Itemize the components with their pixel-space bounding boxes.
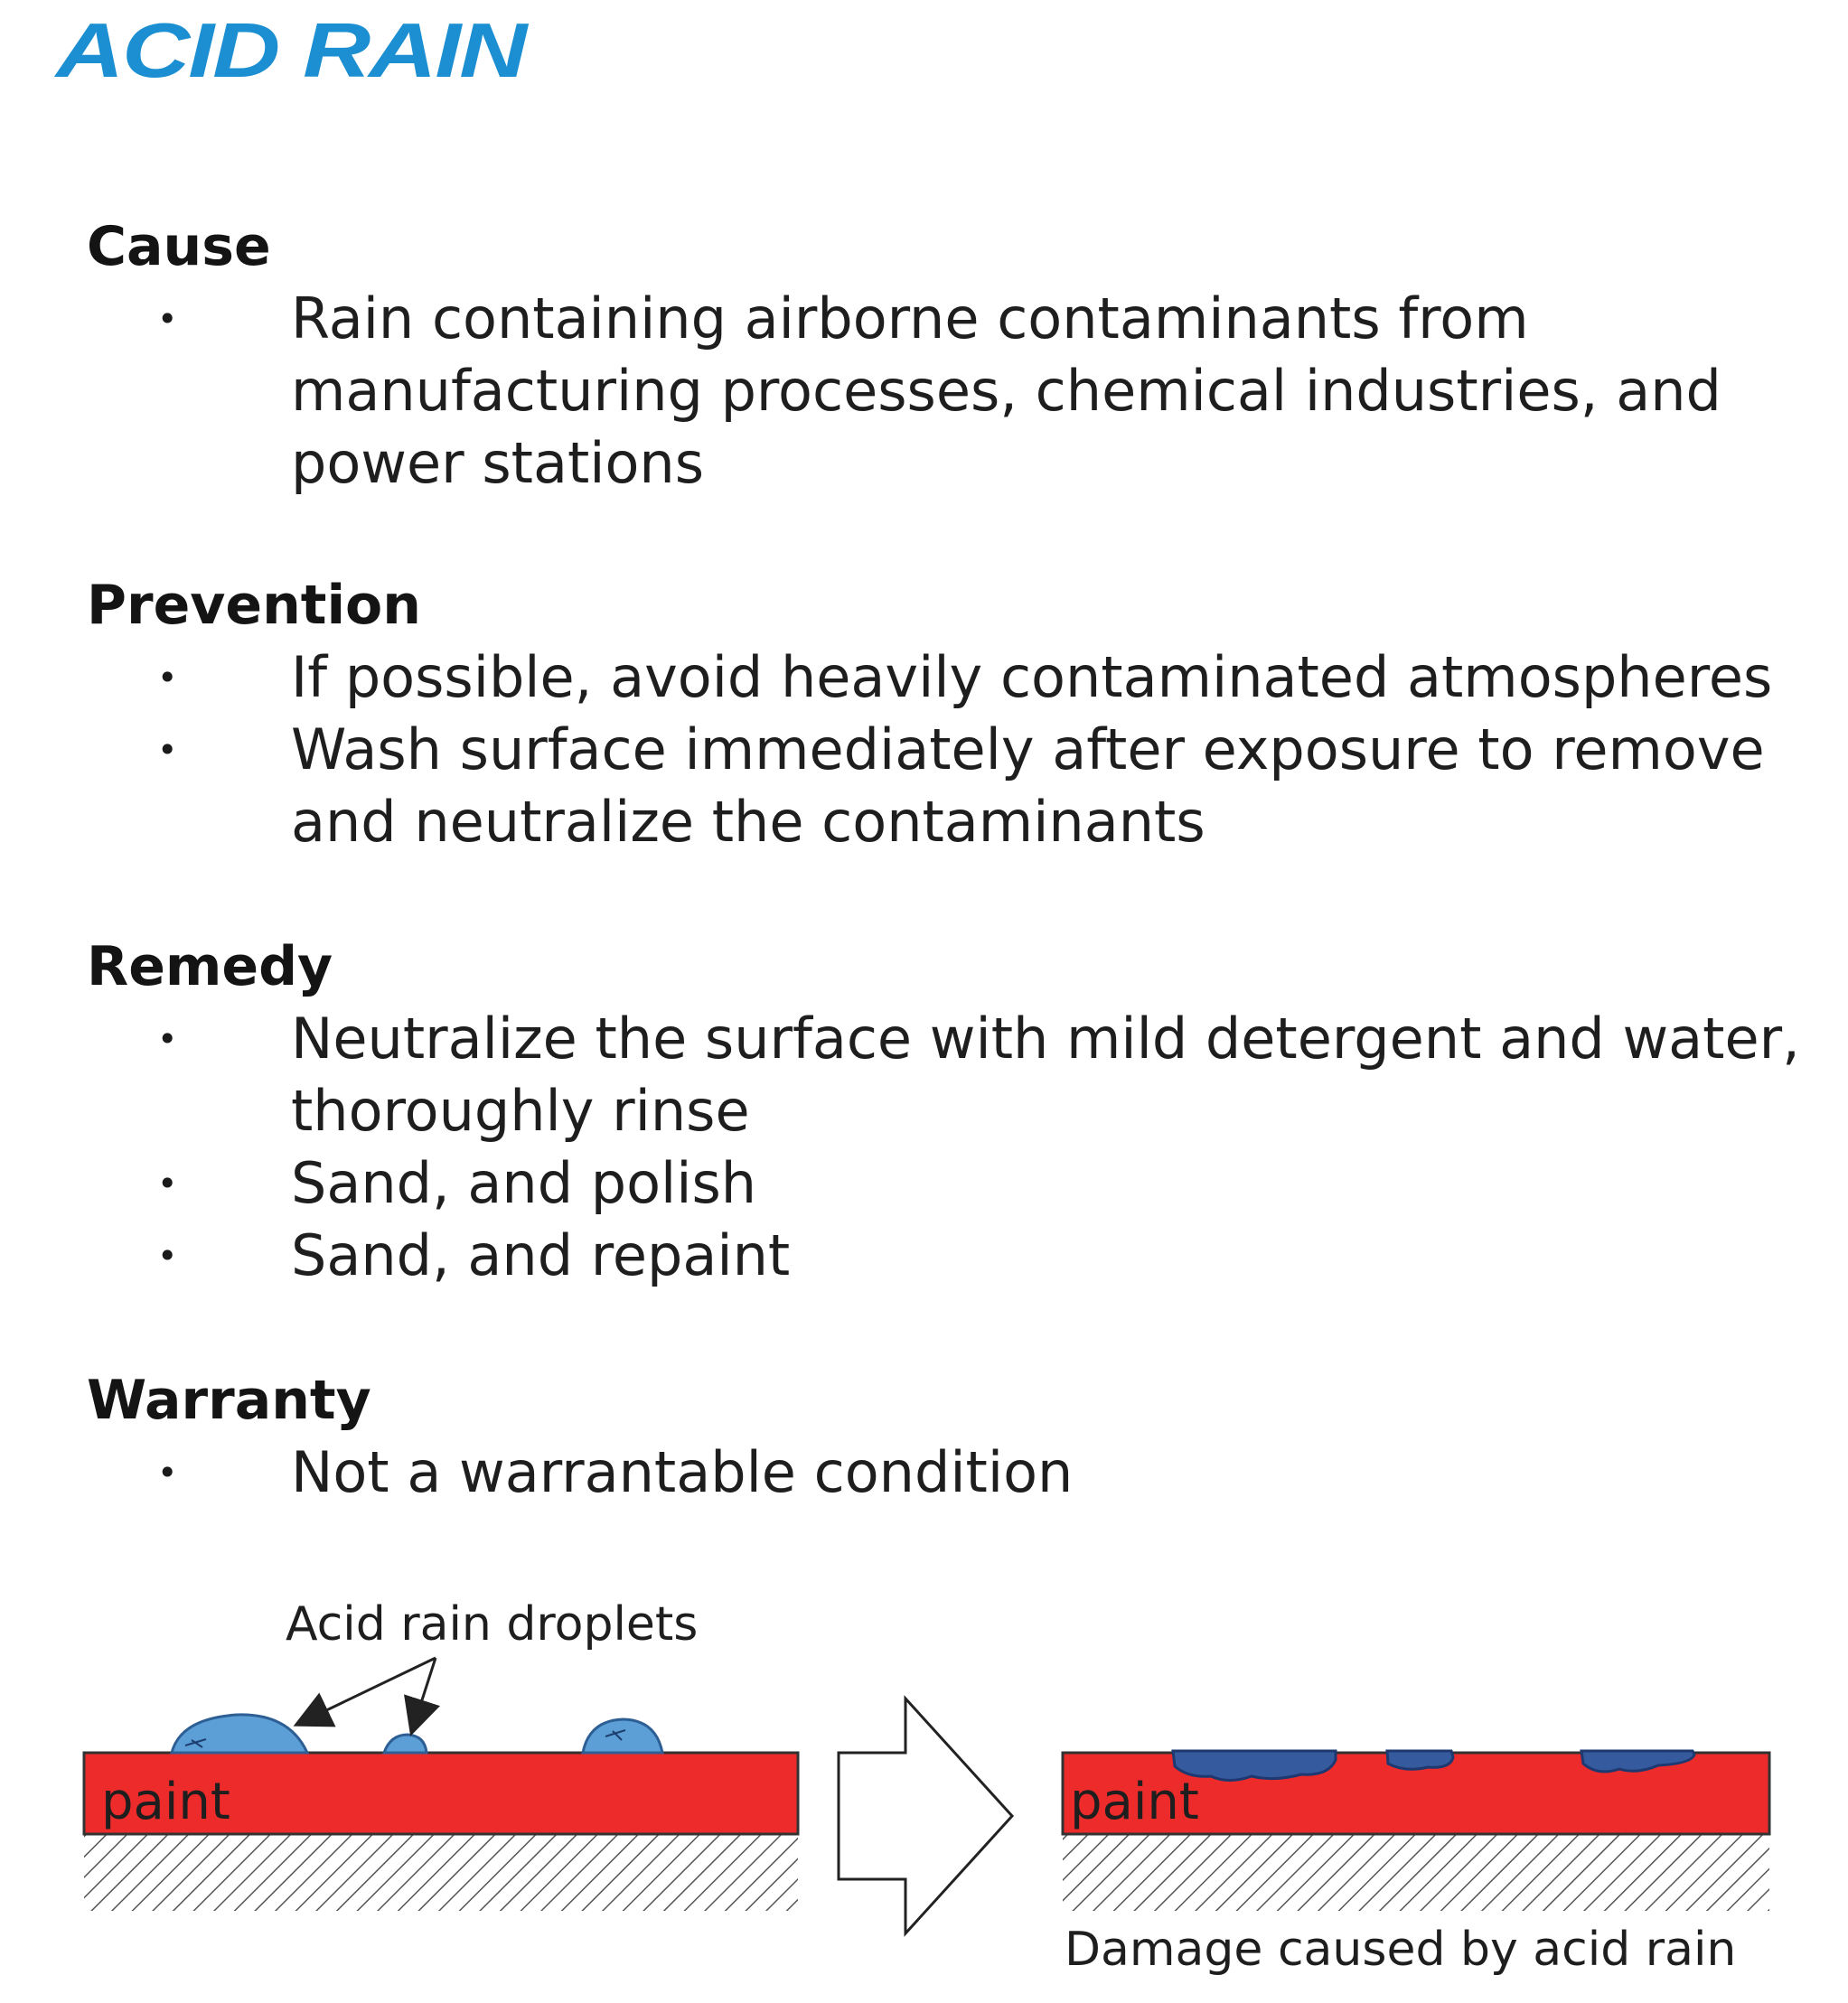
section-cause — [87, 211, 1845, 500]
bullet-dot: • — [157, 658, 178, 697]
bullet-line: manufacturing processes, chemical industries, and — [291, 358, 1721, 424]
bullet-item — [87, 641, 1845, 714]
bullet-line: Not a warrantable condition — [291, 1439, 1074, 1505]
section-heading: Cause — [87, 215, 271, 278]
damage-pit — [1387, 1751, 1453, 1769]
bullet-line: Rain containing airborne contaminants from — [291, 285, 1529, 351]
paint-label: paint — [101, 1773, 230, 1831]
section-heading: Prevention — [87, 574, 421, 637]
bullet-item — [87, 283, 1845, 500]
droplet — [172, 1715, 307, 1753]
damage-caption: Damage caused by acid rain — [1065, 1923, 1737, 1977]
droplet — [384, 1735, 427, 1753]
bullet-line: Sand, and polish — [291, 1150, 757, 1216]
bullet-dot: • — [157, 1236, 178, 1276]
section-remedy — [87, 931, 1845, 1292]
section-prevention — [87, 569, 1845, 858]
bullet-line: Wash surface immediately after exposure to remove — [291, 716, 1765, 782]
pointer-arrow — [298, 1658, 436, 1724]
bullet-line: and neutralize the contaminants — [291, 789, 1205, 855]
bullet-dot: • — [157, 299, 178, 339]
section-warranty — [87, 1364, 1845, 1509]
bullet-dot: • — [157, 1453, 178, 1493]
substrate-hatch — [1063, 1834, 1769, 1911]
bullet-line: Sand, and repaint — [291, 1222, 791, 1288]
bullet-line: Neutralize the surface with mild detergent and water, — [291, 1006, 1800, 1072]
section-heading: Warranty — [87, 1369, 371, 1432]
bullet-dot: • — [157, 1019, 178, 1059]
bullet-line: power stations — [291, 430, 705, 496]
paint-label: paint — [1070, 1773, 1199, 1831]
bullet-line: If possible, avoid heavily contaminated atmospheres — [291, 644, 1773, 710]
droplet — [583, 1719, 662, 1753]
page-title: ACID RAIN — [56, 7, 526, 94]
bullet-item — [87, 1003, 1845, 1147]
bullet-item — [87, 1220, 1845, 1292]
bullet-line: thoroughly rinse — [291, 1078, 750, 1144]
bullet-dot: • — [157, 1164, 178, 1203]
bullet-item — [87, 1147, 1845, 1220]
droplets-label: Acid rain droplets — [286, 1597, 699, 1652]
substrate-hatch — [84, 1834, 798, 1911]
acid-rain-diagram — [0, 1572, 1848, 1999]
bullet-item — [87, 1437, 1845, 1509]
section-heading: Remedy — [87, 935, 333, 998]
bullet-item — [87, 714, 1845, 858]
bullet-dot: • — [157, 730, 178, 770]
transition-arrow-icon — [839, 1699, 1012, 1933]
